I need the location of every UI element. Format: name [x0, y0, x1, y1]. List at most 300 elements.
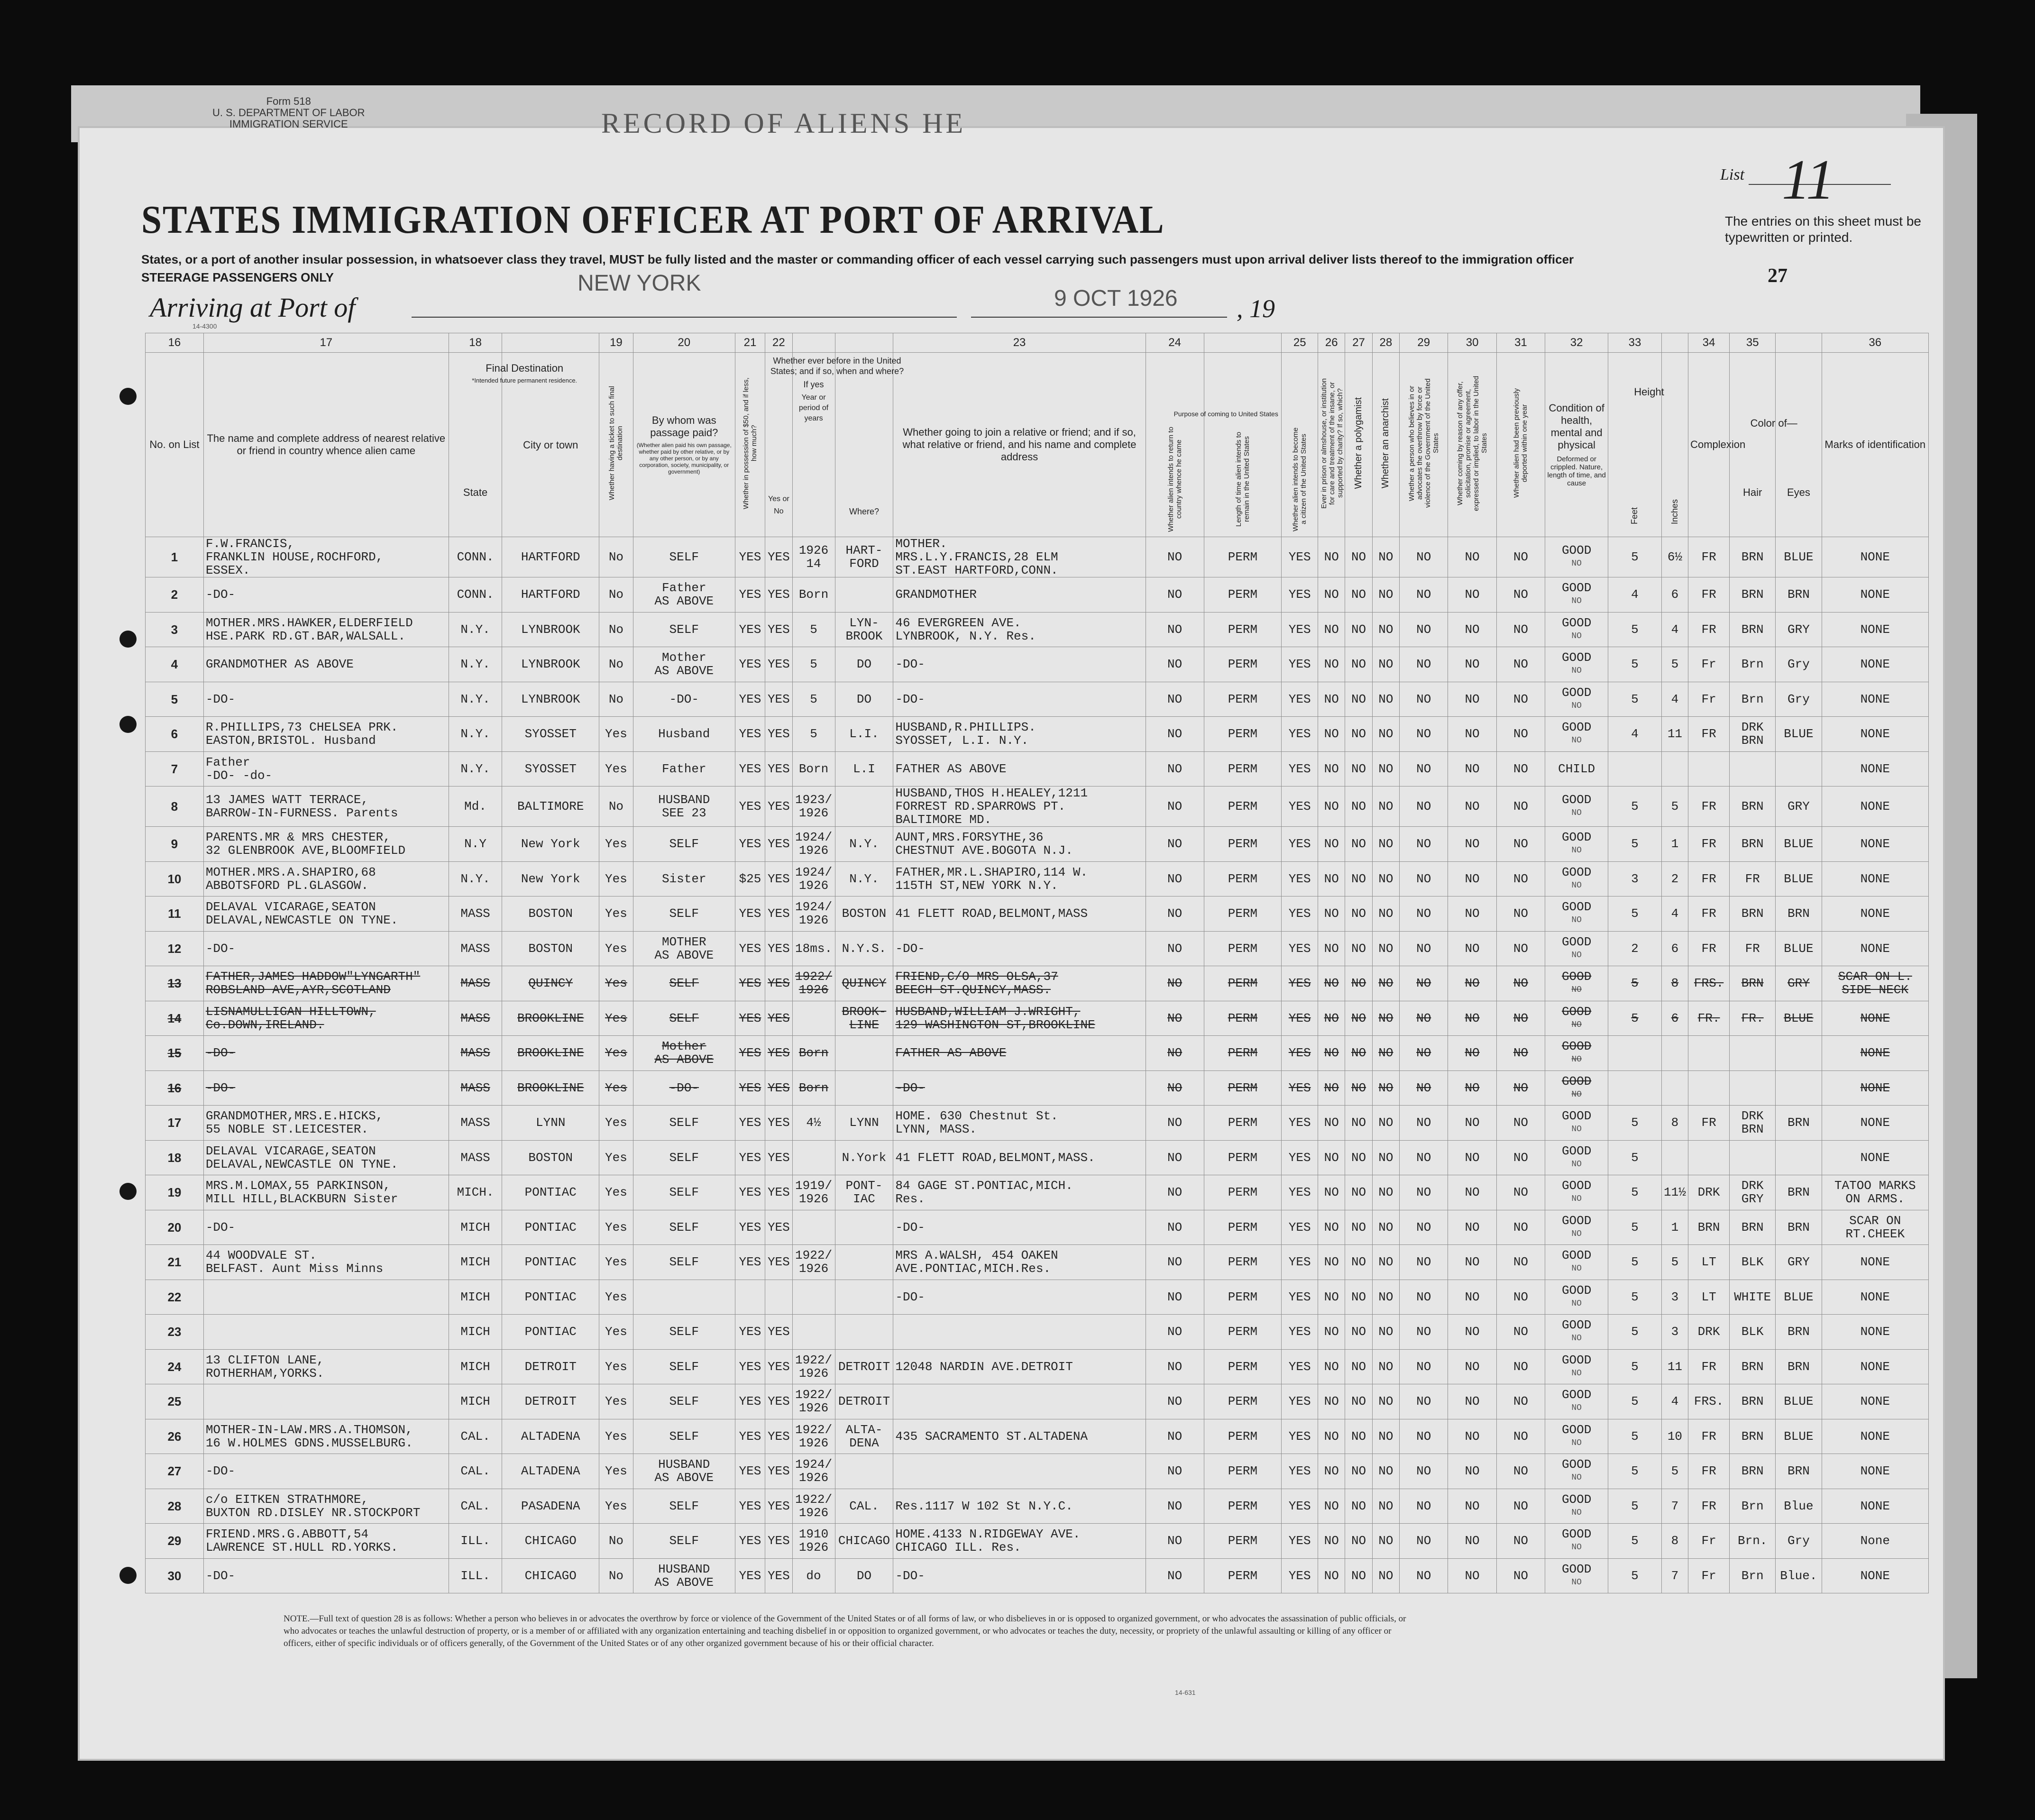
row-number: 2	[146, 577, 204, 613]
identification-marks: NONE	[1822, 861, 1928, 896]
deformed-value: NO	[1571, 1299, 1582, 1308]
before-where	[835, 1210, 893, 1245]
before-in-us: YES	[765, 966, 792, 1001]
polygamist-value: NO	[1345, 717, 1372, 752]
eye-color: GRY	[1776, 787, 1822, 827]
intends-return: NO	[1146, 896, 1204, 932]
polygamist-value: NO	[1345, 577, 1372, 613]
relative-address: -DO-	[203, 1036, 449, 1071]
identification-marks: NONE	[1822, 682, 1928, 717]
fifty-dollars: YES	[735, 717, 765, 752]
fifty-dollars: YES	[735, 966, 765, 1001]
overthrow-value: NO	[1400, 1070, 1448, 1106]
intends-citizen: YES	[1282, 1001, 1318, 1036]
intends-return: NO	[1146, 1489, 1204, 1524]
eye-color: BRN	[1776, 1454, 1822, 1489]
length-of-stay: PERM	[1204, 966, 1282, 1001]
passage-paid: SELF	[633, 1384, 735, 1419]
polygamist-value: NO	[1345, 1070, 1372, 1106]
ticket-value: No	[599, 537, 633, 577]
joining-relative: -DO-	[893, 647, 1146, 682]
prison-value: NO	[1318, 1036, 1345, 1071]
passenger-class: STEERAGE PASSENGERS ONLY	[141, 270, 334, 284]
length-of-stay: PERM	[1204, 537, 1282, 577]
instructions-text: States, or a port of another insular possession, in whatsoever class they travel, MUST be fully listed and the master or commanding officer of each vessel carrying such passengers must upon arrival deliver lists thereof to the immigration officer	[141, 252, 1574, 266]
ticket-value: Yes	[599, 1106, 633, 1141]
overthrow-value: NO	[1400, 1419, 1448, 1454]
before-years: Born	[792, 1070, 835, 1106]
polygamist-value: NO	[1345, 787, 1372, 827]
footnote-code: 14-631	[1175, 1689, 1196, 1696]
manifest-row	[146, 1280, 1929, 1315]
length-of-stay: PERM	[1204, 1140, 1282, 1175]
hair-color: Brn	[1730, 1558, 1776, 1593]
labor-contract-value: NO	[1448, 1524, 1496, 1559]
intends-citizen: YES	[1282, 682, 1318, 717]
destination-state: MASS	[449, 1140, 502, 1175]
overthrow-value: NO	[1400, 1349, 1448, 1384]
length-of-stay: PERM	[1204, 1280, 1282, 1315]
before-where	[835, 787, 893, 827]
deformed-value: NO	[1571, 808, 1582, 818]
column-number: 22	[765, 333, 792, 353]
before-in-us: YES	[765, 1558, 792, 1593]
before-years	[792, 1210, 835, 1245]
prison-value: NO	[1318, 1454, 1345, 1489]
ticket-value: No	[599, 577, 633, 613]
overthrow-value: NO	[1400, 896, 1448, 932]
destination-state: MICH	[449, 1349, 502, 1384]
health-condition: GOOD NO	[1545, 827, 1608, 862]
intends-return: NO	[1146, 717, 1204, 752]
anarchist-value: NO	[1372, 1175, 1399, 1210]
intends-return: NO	[1146, 1175, 1204, 1210]
destination-city: PONTIAC	[502, 1245, 599, 1280]
health-condition: GOOD NO	[1545, 896, 1608, 932]
height-inches: 8	[1661, 1106, 1688, 1141]
height-inches: 4	[1661, 612, 1688, 647]
manifest-row	[146, 1175, 1929, 1210]
passage-paid: -DO-	[633, 1070, 735, 1106]
polygamist-value: NO	[1345, 966, 1372, 1001]
passage-paid: SELF	[633, 966, 735, 1001]
deported-value: NO	[1496, 966, 1545, 1001]
destination-state: N.Y.	[449, 861, 502, 896]
intends-citizen: YES	[1282, 861, 1318, 896]
eye-color: BLUE	[1776, 1280, 1822, 1315]
complexion	[1688, 1070, 1730, 1106]
height-inches: 7	[1661, 1489, 1688, 1524]
relative-address: Father -DO- -do-	[203, 751, 449, 787]
before-years: 1919/ 1926	[792, 1175, 835, 1210]
joining-relative: MRS A.WALSH, 454 OAKEN AVE.PONTIAC,MICH.Res.	[893, 1245, 1146, 1280]
hair-color: BRN	[1730, 1210, 1776, 1245]
column-number	[502, 333, 599, 353]
passage-paid: SELF	[633, 612, 735, 647]
height-feet	[1608, 1070, 1662, 1106]
height-inches: 4	[1661, 896, 1688, 932]
destination-city: LYNN	[502, 1106, 599, 1141]
manifest-row	[146, 861, 1929, 896]
deformed-value: NO	[1571, 915, 1582, 925]
joining-relative: FATHER,MR.L.SHAPIRO,114 W. 115TH ST,NEW YORK N.Y.	[893, 861, 1146, 896]
length-of-stay: PERM	[1204, 931, 1282, 966]
height-inches: 8	[1661, 966, 1688, 1001]
before-years	[792, 1001, 835, 1036]
prison-value: NO	[1318, 931, 1345, 966]
relative-address: 44 WOODVALE ST. BELFAST. Aunt Miss Minns	[203, 1245, 449, 1280]
before-in-us: YES	[765, 1245, 792, 1280]
complexion: BRN	[1688, 1210, 1730, 1245]
relative-address	[203, 1384, 449, 1419]
overthrow-value: NO	[1400, 966, 1448, 1001]
overthrow-value: NO	[1400, 1245, 1448, 1280]
intends-return: NO	[1146, 1315, 1204, 1350]
joining-relative: HUSBAND,THOS H.HEALEY,1211 FORREST RD.SPARROWS PT. BALTIMORE MD.	[893, 787, 1146, 827]
before-in-us: YES	[765, 1106, 792, 1141]
passage-paid: SELF	[633, 1489, 735, 1524]
row-number: 10	[146, 861, 204, 896]
sheet-number: 27	[1768, 265, 1788, 287]
polygamist-value: NO	[1345, 1280, 1372, 1315]
polygamist-value: NO	[1345, 861, 1372, 896]
destination-state: CAL.	[449, 1419, 502, 1454]
page-title: STATES IMMIGRATION OFFICER AT PORT OF ARRIVAL	[141, 198, 1165, 242]
passage-paid: Father	[633, 751, 735, 787]
row-number: 7	[146, 751, 204, 787]
passage-paid: SELF	[633, 1315, 735, 1350]
polygamist-value: NO	[1345, 931, 1372, 966]
length-of-stay: PERM	[1204, 717, 1282, 752]
destination-state: MASS	[449, 966, 502, 1001]
hair-color: DRK BRN	[1730, 717, 1776, 752]
fifty-dollars: YES	[735, 612, 765, 647]
header-before-years: Whether ever before in the United States; and if so, when and where? If yes Year or period of years	[792, 353, 835, 537]
column-number: 21	[735, 333, 765, 353]
eye-color: GRY	[1776, 612, 1822, 647]
polygamist-value: NO	[1345, 1175, 1372, 1210]
overthrow-value: NO	[1400, 612, 1448, 647]
identification-marks: NONE	[1822, 1140, 1928, 1175]
prison-value: NO	[1318, 1070, 1345, 1106]
before-years	[792, 1315, 835, 1350]
complexion	[1688, 1036, 1730, 1071]
row-number: 5	[146, 682, 204, 717]
eye-color	[1776, 1140, 1822, 1175]
height-feet: 5	[1608, 1558, 1662, 1593]
deported-value: NO	[1496, 931, 1545, 966]
destination-state: Md.	[449, 787, 502, 827]
hair-color: BRN	[1730, 612, 1776, 647]
before-years: 1910 1926	[792, 1524, 835, 1559]
deformed-value: NO	[1571, 736, 1582, 746]
hair-color: BRN	[1730, 537, 1776, 577]
ticket-value: Yes	[599, 896, 633, 932]
labor-contract-value: NO	[1448, 1210, 1496, 1245]
destination-state: N.Y.	[449, 647, 502, 682]
intends-return: NO	[1146, 1140, 1204, 1175]
height-feet: 5	[1608, 787, 1662, 827]
relative-address: R.PHILLIPS,73 CHELSEA PRK. EASTON,BRISTOL. Husband	[203, 717, 449, 752]
ticket-value: No	[599, 1558, 633, 1593]
deformed-value: NO	[1571, 1577, 1582, 1587]
row-number: 18	[146, 1140, 204, 1175]
polygamist-value: NO	[1345, 896, 1372, 932]
column-number: 35	[1730, 333, 1776, 353]
deformed-value: NO	[1571, 559, 1582, 568]
passage-paid: Husband	[633, 717, 735, 752]
joining-relative: -DO-	[893, 1558, 1146, 1593]
manifest-row	[146, 931, 1929, 966]
ticket-value: Yes	[599, 717, 633, 752]
polygamist-value: NO	[1345, 612, 1372, 647]
hair-color: BRN	[1730, 966, 1776, 1001]
column-number	[1204, 333, 1282, 353]
before-years: 18ms.	[792, 931, 835, 966]
deported-value: NO	[1496, 1349, 1545, 1384]
before-in-us: YES	[765, 827, 792, 862]
destination-state: MICH	[449, 1245, 502, 1280]
joining-relative: -DO-	[893, 1210, 1146, 1245]
before-years: 1922/ 1926	[792, 1245, 835, 1280]
labor-contract-value: NO	[1448, 1175, 1496, 1210]
column-number: 23	[893, 333, 1146, 353]
anarchist-value: NO	[1372, 1036, 1399, 1071]
labor-contract-value: NO	[1448, 1454, 1496, 1489]
intends-return: NO	[1146, 1524, 1204, 1559]
relative-address: -DO-	[203, 1558, 449, 1593]
identification-marks: NONE	[1822, 931, 1928, 966]
header-passage-paid: By whom was passage paid? (Whether alien paid his own passage, whether paid by other relative, or by any other person, or by any corporation, society, municipality, or government)	[633, 353, 735, 537]
health-condition: GOOD NO	[1545, 1245, 1608, 1280]
height-inches: 4	[1661, 1384, 1688, 1419]
prison-value: NO	[1318, 827, 1345, 862]
manifest-row	[146, 717, 1929, 752]
manifest-row	[146, 612, 1929, 647]
identification-marks: NONE	[1822, 577, 1928, 613]
labor-contract-value: NO	[1448, 1106, 1496, 1141]
deported-value: NO	[1496, 1245, 1545, 1280]
deported-value: NO	[1496, 537, 1545, 577]
prison-value: NO	[1318, 1384, 1345, 1419]
deported-value: NO	[1496, 1106, 1545, 1141]
health-condition: GOOD NO	[1545, 1036, 1608, 1071]
relative-address: -DO-	[203, 577, 449, 613]
identification-marks: NONE	[1822, 787, 1928, 827]
hair-color	[1730, 1140, 1776, 1175]
destination-state: N.Y.	[449, 751, 502, 787]
identification-marks: NONE	[1822, 1558, 1928, 1593]
overthrow-value: NO	[1400, 717, 1448, 752]
labor-contract-value: NO	[1448, 861, 1496, 896]
height-feet: 5	[1608, 1454, 1662, 1489]
hair-color	[1730, 1070, 1776, 1106]
labor-contract-value: NO	[1448, 612, 1496, 647]
fifty-dollars: YES	[735, 1524, 765, 1559]
destination-city: New York	[502, 861, 599, 896]
ticket-value: Yes	[599, 1210, 633, 1245]
manifest-row	[146, 577, 1929, 613]
deported-value: NO	[1496, 612, 1545, 647]
before-years: 1922/ 1926	[792, 966, 835, 1001]
destination-city: DETROIT	[502, 1349, 599, 1384]
height-inches: 4	[1661, 682, 1688, 717]
complexion: Fr	[1688, 1558, 1730, 1593]
deported-value: NO	[1496, 1280, 1545, 1315]
length-of-stay: PERM	[1204, 1001, 1282, 1036]
complexion: FR	[1688, 717, 1730, 752]
row-number: 8	[146, 787, 204, 827]
anarchist-value: NO	[1372, 827, 1399, 862]
deformed-value: NO	[1571, 1334, 1582, 1344]
complexion: DRK	[1688, 1175, 1730, 1210]
health-condition: GOOD NO	[1545, 1384, 1608, 1419]
column-number: 24	[1146, 333, 1204, 353]
length-of-stay: PERM	[1204, 1384, 1282, 1419]
row-number: 25	[146, 1384, 204, 1419]
labor-contract-value: NO	[1448, 682, 1496, 717]
destination-state: CONN.	[449, 577, 502, 613]
prison-value: NO	[1318, 1419, 1345, 1454]
before-where: DO	[835, 682, 893, 717]
identification-marks: TATOO MARKS ON ARMS.	[1822, 1175, 1928, 1210]
fifty-dollars: YES	[735, 577, 765, 613]
arriving-label: Arriving at Port of	[150, 292, 356, 323]
relative-address: -DO-	[203, 1454, 449, 1489]
deported-value: NO	[1496, 787, 1545, 827]
identification-marks: NONE	[1822, 1106, 1928, 1141]
fifty-dollars: YES	[735, 537, 765, 577]
header-before-yes-no: Yes or No	[765, 353, 792, 537]
anarchist-value: NO	[1372, 1210, 1399, 1245]
before-years: 4½	[792, 1106, 835, 1141]
deported-value: NO	[1496, 861, 1545, 896]
before-years: 1926 14	[792, 537, 835, 577]
intends-return: NO	[1146, 1106, 1204, 1141]
destination-state: MICH	[449, 1384, 502, 1419]
column-number: 28	[1372, 333, 1399, 353]
passage-paid: HUSBAND AS ABOVE	[633, 1454, 735, 1489]
before-where	[835, 1280, 893, 1315]
ticket-value: No	[599, 612, 633, 647]
form-number-block: Form 518 U. S. DEPARTMENT OF LABOR IMMIGRATION SERVICE	[212, 95, 365, 130]
identification-marks: NONE	[1822, 1280, 1928, 1315]
identification-marks: NONE	[1822, 1245, 1928, 1280]
joining-relative: GRANDMOTHER	[893, 577, 1146, 613]
manifest-row	[146, 1106, 1929, 1141]
overthrow-value: NO	[1400, 1454, 1448, 1489]
arrival-date-stamp: 9 OCT 1926	[1054, 286, 1178, 311]
labor-contract-value: NO	[1448, 577, 1496, 613]
punch-hole	[119, 1183, 137, 1200]
intends-return: NO	[1146, 1454, 1204, 1489]
complexion: FR	[1688, 861, 1730, 896]
destination-state: MICH.	[449, 1175, 502, 1210]
intends-citizen: YES	[1282, 787, 1318, 827]
punch-hole	[119, 1567, 137, 1584]
manifest-row	[146, 1070, 1929, 1106]
intends-return: NO	[1146, 1384, 1204, 1419]
passage-paid: Sister	[633, 861, 735, 896]
prison-value: NO	[1318, 751, 1345, 787]
deported-value: NO	[1496, 1036, 1545, 1071]
before-where: DETROIT	[835, 1384, 893, 1419]
intends-return: NO	[1146, 1245, 1204, 1280]
column-number: 29	[1400, 333, 1448, 353]
anarchist-value: NO	[1372, 966, 1399, 1001]
eye-color: Gry	[1776, 1524, 1822, 1559]
before-years: 1924/ 1926	[792, 827, 835, 862]
fifty-dollars: YES	[735, 1001, 765, 1036]
ticket-value: Yes	[599, 1070, 633, 1106]
relative-address: F.W.FRANCIS, FRANKLIN HOUSE,ROCHFORD, ESSEX.	[203, 537, 449, 577]
length-of-stay: PERM	[1204, 1558, 1282, 1593]
before-in-us: YES	[765, 647, 792, 682]
anarchist-value: NO	[1372, 1001, 1399, 1036]
joining-relative: HUSBAND,R.PHILLIPS. SYOSSET, L.I. N.Y.	[893, 717, 1146, 752]
polygamist-value: NO	[1345, 1349, 1372, 1384]
eye-color: Gry	[1776, 682, 1822, 717]
complexion: Fr	[1688, 647, 1730, 682]
eye-color: BLUE	[1776, 861, 1822, 896]
destination-city: PONTIAC	[502, 1210, 599, 1245]
deported-value: NO	[1496, 1140, 1545, 1175]
manifest-row	[146, 1524, 1929, 1559]
column-number: 26	[1318, 333, 1345, 353]
intends-citizen: YES	[1282, 1175, 1318, 1210]
ticket-value: Yes	[599, 827, 633, 862]
anarchist-value: NO	[1372, 1280, 1399, 1315]
overthrow-value: NO	[1400, 1036, 1448, 1071]
labor-contract-value: NO	[1448, 1384, 1496, 1419]
destination-city: BROOKLINE	[502, 1001, 599, 1036]
health-condition: GOOD NO	[1545, 1070, 1608, 1106]
before-years: 5	[792, 682, 835, 717]
deformed-value: NO	[1571, 701, 1582, 711]
before-in-us: YES	[765, 717, 792, 752]
polygamist-value: NO	[1345, 537, 1372, 577]
manifest-row	[146, 1384, 1929, 1419]
labor-contract-value: NO	[1448, 1036, 1496, 1071]
height-inches: 10	[1661, 1419, 1688, 1454]
height-feet: 5	[1608, 1245, 1662, 1280]
height-feet: 5	[1608, 1315, 1662, 1350]
manifest-row	[146, 1001, 1929, 1036]
before-where: N.York	[835, 1140, 893, 1175]
length-of-stay: PERM	[1204, 647, 1282, 682]
length-of-stay: PERM	[1204, 1489, 1282, 1524]
before-where: N.Y.S.	[835, 931, 893, 966]
length-of-stay: PERM	[1204, 751, 1282, 787]
ticket-value: No	[599, 682, 633, 717]
column-header-row	[146, 353, 1929, 537]
overthrow-value: NO	[1400, 1001, 1448, 1036]
prison-value: NO	[1318, 717, 1345, 752]
labor-contract-value: NO	[1448, 1070, 1496, 1106]
overthrow-value: NO	[1400, 1280, 1448, 1315]
intends-citizen: YES	[1282, 1349, 1318, 1384]
overthrow-value: NO	[1400, 1315, 1448, 1350]
height-inches: 6	[1661, 931, 1688, 966]
before-in-us: YES	[765, 577, 792, 613]
intends-citizen: YES	[1282, 717, 1318, 752]
labor-contract-value: NO	[1448, 827, 1496, 862]
eye-color: BLUE	[1776, 537, 1822, 577]
hair-color: FR.	[1730, 1001, 1776, 1036]
before-where: LYN- BROOK	[835, 612, 893, 647]
eye-color: BLUE	[1776, 1001, 1822, 1036]
deformed-value: NO	[1571, 1368, 1582, 1378]
